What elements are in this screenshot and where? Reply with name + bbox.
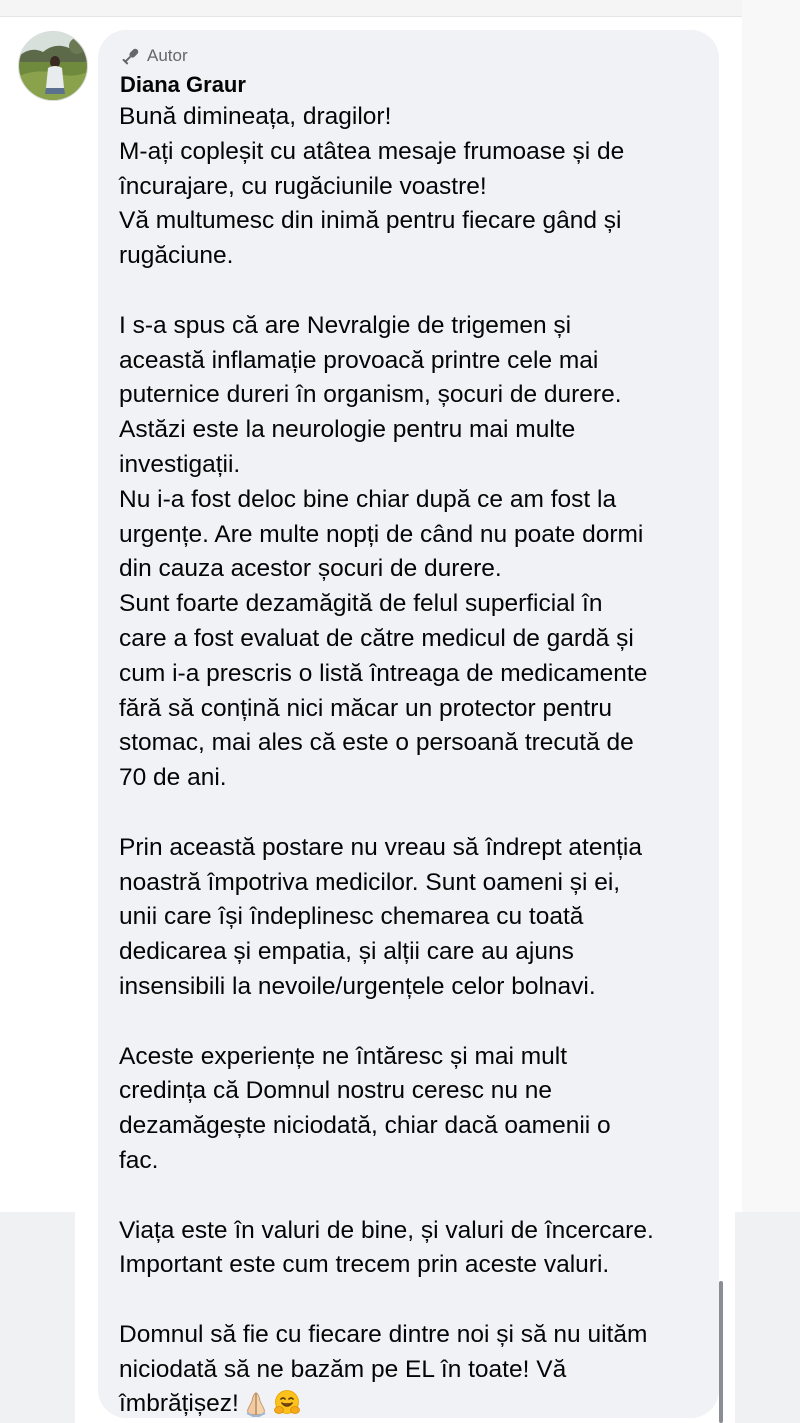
text-line: stomac, mai ales că este o persoană trecută de bbox=[119, 729, 634, 757]
comment-text bbox=[119, 100, 709, 1422]
author-badge bbox=[121, 45, 188, 67]
praying-hands-icon bbox=[243, 1391, 269, 1417]
author-badge-label: Autor bbox=[147, 46, 188, 65]
text-line: I s-a spus că are Nevralgie de trigemen și bbox=[119, 311, 572, 339]
text-line: insensibili la nevoile/urgențele celor bolnavi. bbox=[119, 972, 596, 1000]
text-line: această inflamație provoacă printre cele mai bbox=[119, 346, 599, 374]
text-line: Bună dimineața, dragilor! bbox=[119, 103, 392, 130]
text-line: investigații. bbox=[119, 450, 241, 478]
scrollbar-thumb[interactable] bbox=[719, 1281, 723, 1423]
right-gutter bbox=[742, 0, 800, 1212]
paragraph-closing bbox=[119, 1318, 709, 1422]
text-line: din cauza acestor șocuri de durere. bbox=[119, 555, 502, 583]
paragraph-diagnosis bbox=[119, 309, 709, 796]
text-line: niciodată să ne bazăm pe EL în toate! Vă bbox=[119, 1355, 567, 1383]
avatar-image bbox=[19, 32, 87, 100]
previous-comment-edge bbox=[0, 0, 742, 17]
text-line: Prin această postare nu vreau să îndrept atenția bbox=[119, 833, 642, 861]
text-line: rugăciune. bbox=[119, 242, 234, 270]
text-line: Important este cum trecem prin aceste valuri. bbox=[119, 1251, 610, 1279]
text-line: Domnul să fie cu fiecare dintre noi și să nu uităm bbox=[119, 1320, 648, 1348]
text-fragment: îmbrățișez! bbox=[119, 1390, 239, 1418]
text-line: fac. bbox=[119, 1146, 159, 1174]
text-line: fără să conțină nici măcar un protector pentru bbox=[119, 694, 612, 722]
text-line: credința că Domnul nostru ceresc nu ne bbox=[119, 1077, 553, 1105]
avatar[interactable] bbox=[18, 31, 88, 101]
text-line: care a fost evaluat de către medicul de gardă și bbox=[119, 624, 634, 652]
text-line: dedicarea și empatia, și alții care au ajuns bbox=[119, 938, 574, 966]
paragraph-waves bbox=[119, 1214, 709, 1284]
paragraph-faith bbox=[119, 1040, 709, 1179]
hugging-face-icon bbox=[273, 1389, 301, 1417]
text-line: Sunt foarte dezamăgită de felul superficial în bbox=[119, 590, 603, 618]
text-line: 70 de ani. bbox=[119, 764, 227, 792]
text-line: Aceste experiențe ne întăresc și mai mult bbox=[119, 1042, 568, 1070]
text-line: dezamăgește niciodată, chiar dacă oamenii o bbox=[119, 1112, 611, 1140]
text-line-last bbox=[119, 1387, 709, 1422]
text-line: Viața este în valuri de bine, și valuri de încercare. bbox=[119, 1216, 654, 1244]
text-line: urgențe. Are multe nopți de când nu poate dormi bbox=[119, 520, 644, 548]
text-line: Nu i-a fost deloc bine chiar după ce am fost la bbox=[119, 485, 617, 513]
text-line: Vă multumesc din inimă pentru fiecare gând și bbox=[119, 207, 622, 235]
paragraph-greeting bbox=[119, 100, 709, 274]
microphone-icon bbox=[121, 46, 141, 66]
text-line: M-ați copleșit cu atâtea mesaje frumoase și de bbox=[119, 137, 625, 165]
text-line: cum i-a prescris o listă întreaga de medicamente bbox=[119, 659, 648, 687]
text-line: încurajare, cu rugăciunile voastre! bbox=[119, 172, 487, 200]
paragraph-doctors bbox=[119, 831, 709, 1005]
text-line: Astăzi este la neurologie pentru mai multe bbox=[119, 416, 576, 444]
text-line: noastră împotriva medicilor. Sunt oameni și ei, bbox=[119, 868, 621, 896]
author-name[interactable]: Diana Graur bbox=[120, 72, 246, 97]
text-line: puternice dureri în organism, șocuri de durere. bbox=[119, 381, 622, 409]
text-line: unii care își îndeplinesc chemarea cu toată bbox=[119, 903, 584, 931]
